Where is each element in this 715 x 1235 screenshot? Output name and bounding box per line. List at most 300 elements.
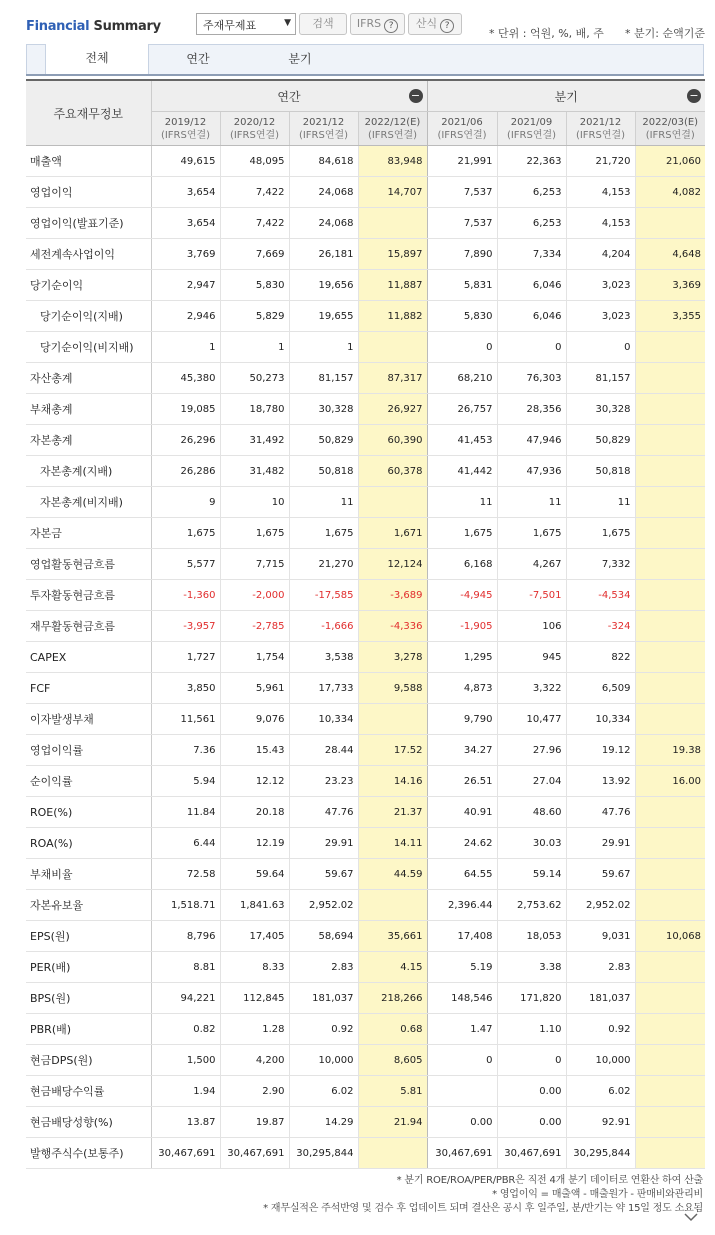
- basis-label: (IFRS연결): [160, 129, 211, 141]
- top-bar: [0, 0, 715, 44]
- value-cell: 47,946: [497, 425, 566, 456]
- value-cell: 29.91: [289, 828, 358, 859]
- value-cell: 8.33: [220, 952, 289, 983]
- period-label: 2020/12: [233, 116, 276, 128]
- value-cell: 5,577: [151, 549, 220, 580]
- row-label: 자산총계: [26, 363, 151, 394]
- row-label: 현금DPS(원): [26, 1045, 151, 1076]
- value-cell: 3.38: [497, 952, 566, 983]
- statement-select-value: 주재무제표: [203, 19, 257, 32]
- basis-label: (IFRS연결): [506, 129, 557, 141]
- value-cell: 2.83: [289, 952, 358, 983]
- value-cell: 19.12: [566, 735, 635, 766]
- period-label: 2022/12(E): [364, 116, 421, 128]
- value-cell: 14.11: [358, 828, 427, 859]
- row-label: 자본총계(비지배): [26, 487, 151, 518]
- value-cell: -2,785: [220, 611, 289, 642]
- value-cell: 1,841.63: [220, 890, 289, 921]
- row-label: EPS(원): [26, 921, 151, 952]
- period-tabs: [26, 44, 704, 74]
- table-row: [26, 859, 705, 890]
- table-row: [26, 1138, 705, 1169]
- value-cell: 26,296: [151, 425, 220, 456]
- row-label: 투자활동현금흐름: [26, 580, 151, 611]
- value-cell: 10: [220, 487, 289, 518]
- table-row: [26, 146, 705, 177]
- value-cell: [635, 797, 705, 828]
- value-cell: [635, 487, 705, 518]
- value-cell: 10,000: [289, 1045, 358, 1076]
- table-row: [26, 611, 705, 642]
- value-cell: 0.82: [151, 1014, 220, 1045]
- value-cell: 72.58: [151, 859, 220, 890]
- value-cell: 3,769: [151, 239, 220, 270]
- value-cell: 30.03: [497, 828, 566, 859]
- value-cell: 47.76: [566, 797, 635, 828]
- value-cell: 21.94: [358, 1107, 427, 1138]
- value-cell: 31,492: [220, 425, 289, 456]
- value-cell: 6,509: [566, 673, 635, 704]
- value-cell: 3,654: [151, 177, 220, 208]
- value-cell: 6.02: [289, 1076, 358, 1107]
- value-cell: 18,780: [220, 394, 289, 425]
- value-cell: 41,453: [427, 425, 497, 456]
- table-row: [26, 332, 705, 363]
- value-cell: 3,538: [289, 642, 358, 673]
- value-cell: 148,546: [427, 983, 497, 1014]
- table-row: [26, 1107, 705, 1138]
- value-cell: 112,845: [220, 983, 289, 1014]
- table-row: [26, 580, 705, 611]
- value-cell: [358, 704, 427, 735]
- period-label: 2021/12: [579, 116, 622, 128]
- value-cell: 41,442: [427, 456, 497, 487]
- value-cell: -7,501: [497, 580, 566, 611]
- value-cell: 27.04: [497, 766, 566, 797]
- table-row: [26, 518, 705, 549]
- value-cell: 21,060: [635, 146, 705, 177]
- quarter-group-label: 분기: [554, 89, 578, 104]
- value-cell: 47.76: [289, 797, 358, 828]
- value-cell: 3,278: [358, 642, 427, 673]
- value-cell: [635, 828, 705, 859]
- period-label: 2021/12: [302, 116, 345, 128]
- row-label: 매출액: [26, 146, 151, 177]
- basis-label: (IFRS연결): [298, 129, 349, 141]
- value-cell: 49,615: [151, 146, 220, 177]
- value-cell: 76,303: [497, 363, 566, 394]
- value-cell: 11: [289, 487, 358, 518]
- table-row: [26, 270, 705, 301]
- value-cell: 64.55: [427, 859, 497, 890]
- table-row: [26, 766, 705, 797]
- value-cell: [358, 487, 427, 518]
- value-cell: 9,588: [358, 673, 427, 704]
- value-cell: 22,363: [497, 146, 566, 177]
- table-row: [26, 487, 705, 518]
- value-cell: 45,380: [151, 363, 220, 394]
- value-cell: [635, 208, 705, 239]
- value-cell: 17,405: [220, 921, 289, 952]
- value-cell: 822: [566, 642, 635, 673]
- value-cell: 2,952.02: [566, 890, 635, 921]
- value-cell: 60,390: [358, 425, 427, 456]
- value-cell: 3,023: [566, 270, 635, 301]
- value-cell: 1,500: [151, 1045, 220, 1076]
- value-cell: 1: [220, 332, 289, 363]
- value-cell: -324: [566, 611, 635, 642]
- value-cell: 0.68: [358, 1014, 427, 1045]
- value-cell: 59.67: [566, 859, 635, 890]
- value-cell: 17,408: [427, 921, 497, 952]
- row-label: 자본금: [26, 518, 151, 549]
- value-cell: 2,753.62: [497, 890, 566, 921]
- table-row: [26, 177, 705, 208]
- collapse-icon[interactable]: −: [687, 89, 701, 103]
- value-cell: [427, 1076, 497, 1107]
- value-cell: -17,585: [289, 580, 358, 611]
- value-cell: [635, 1045, 705, 1076]
- value-cell: 0: [427, 332, 497, 363]
- table-row: [26, 704, 705, 735]
- value-cell: 7,332: [566, 549, 635, 580]
- value-cell: 2,396.44: [427, 890, 497, 921]
- value-cell: 181,037: [289, 983, 358, 1014]
- ifrs-button[interactable]: [350, 13, 405, 35]
- value-cell: 60,378: [358, 456, 427, 487]
- value-cell: 0.92: [566, 1014, 635, 1045]
- value-cell: 30,467,691: [220, 1138, 289, 1169]
- value-cell: 0.00: [427, 1107, 497, 1138]
- formula-button-label: 산식: [415, 17, 438, 30]
- value-cell: 40.91: [427, 797, 497, 828]
- value-cell: 28,356: [497, 394, 566, 425]
- value-cell: 58,694: [289, 921, 358, 952]
- value-cell: 7,890: [427, 239, 497, 270]
- value-cell: 47,936: [497, 456, 566, 487]
- value-cell: [635, 704, 705, 735]
- value-cell: 19.87: [220, 1107, 289, 1138]
- table-row: [26, 363, 705, 394]
- value-cell: 2,946: [151, 301, 220, 332]
- value-cell: 12.19: [220, 828, 289, 859]
- value-cell: 11,561: [151, 704, 220, 735]
- value-cell: 26.51: [427, 766, 497, 797]
- statement-select[interactable]: [196, 13, 296, 35]
- value-cell: 7.36: [151, 735, 220, 766]
- table-row: [26, 642, 705, 673]
- row-label: BPS(원): [26, 983, 151, 1014]
- value-cell: 0.92: [289, 1014, 358, 1045]
- value-cell: 81,157: [566, 363, 635, 394]
- value-cell: 6.02: [566, 1076, 635, 1107]
- ifrs-button-label: IFRS: [356, 17, 382, 30]
- help-icon: ?: [440, 19, 454, 33]
- value-cell: 26,757: [427, 394, 497, 425]
- value-cell: 4.15: [358, 952, 427, 983]
- value-cell: 59.64: [220, 859, 289, 890]
- value-cell: 30,295,844: [566, 1138, 635, 1169]
- value-cell: 181,037: [566, 983, 635, 1014]
- value-cell: 28.44: [289, 735, 358, 766]
- value-cell: 30,328: [566, 394, 635, 425]
- row-label: 순이익률: [26, 766, 151, 797]
- value-cell: 11.84: [151, 797, 220, 828]
- value-cell: 218,266: [358, 983, 427, 1014]
- annual-group-label: 연간: [277, 89, 301, 104]
- value-cell: [635, 890, 705, 921]
- value-cell: 1.28: [220, 1014, 289, 1045]
- value-cell: 44.59: [358, 859, 427, 890]
- period-label: 2021/09: [510, 116, 553, 128]
- value-cell: 50,829: [566, 425, 635, 456]
- value-cell: 9,790: [427, 704, 497, 735]
- value-cell: 27.96: [497, 735, 566, 766]
- value-cell: 1,675: [566, 518, 635, 549]
- value-cell: 34.27: [427, 735, 497, 766]
- value-cell: 30,328: [289, 394, 358, 425]
- value-cell: 11,887: [358, 270, 427, 301]
- value-cell: 30,467,691: [497, 1138, 566, 1169]
- value-cell: 21,720: [566, 146, 635, 177]
- value-cell: 7,334: [497, 239, 566, 270]
- value-cell: 4,082: [635, 177, 705, 208]
- value-cell: 9: [151, 487, 220, 518]
- search-button[interactable]: 검색: [299, 13, 347, 35]
- row-label: 세전계속사업이익: [26, 239, 151, 270]
- value-cell: [635, 611, 705, 642]
- value-cell: [635, 983, 705, 1014]
- value-cell: 5,829: [220, 301, 289, 332]
- value-cell: 1,675: [427, 518, 497, 549]
- value-cell: 11: [497, 487, 566, 518]
- value-cell: 1,675: [289, 518, 358, 549]
- value-cell: 7,537: [427, 177, 497, 208]
- footnote-1: * 분기 ROE/ROA/PER/PBR은 직전 4개 분기 데이터로 연환산 하여 산출: [396, 1175, 703, 1186]
- table-row: [26, 456, 705, 487]
- value-cell: 3,023: [566, 301, 635, 332]
- value-cell: 7,422: [220, 208, 289, 239]
- value-cell: 1.10: [497, 1014, 566, 1045]
- value-cell: 50,818: [289, 456, 358, 487]
- value-cell: 17.52: [358, 735, 427, 766]
- basis-label: (IFRS연결): [575, 129, 626, 141]
- row-label: 자본유보율: [26, 890, 151, 921]
- value-cell: 3,355: [635, 301, 705, 332]
- value-cell: 0: [497, 1045, 566, 1076]
- value-cell: [358, 890, 427, 921]
- row-label: 부채비율: [26, 859, 151, 890]
- value-cell: 48,095: [220, 146, 289, 177]
- annual-group-header: [151, 80, 427, 112]
- formula-button[interactable]: [408, 13, 462, 35]
- value-cell: 6,253: [497, 208, 566, 239]
- value-cell: 3,850: [151, 673, 220, 704]
- value-cell: 7,537: [427, 208, 497, 239]
- table-row: [26, 301, 705, 332]
- value-cell: 10,068: [635, 921, 705, 952]
- value-cell: 26,181: [289, 239, 358, 270]
- period-label: 2021/06: [441, 116, 483, 128]
- value-cell: 12,124: [358, 549, 427, 580]
- value-cell: 2.83: [566, 952, 635, 983]
- value-cell: [635, 425, 705, 456]
- value-cell: 5.19: [427, 952, 497, 983]
- row-label: 발행주식수(보통주): [26, 1138, 151, 1169]
- value-cell: 10,334: [566, 704, 635, 735]
- value-cell: 7,422: [220, 177, 289, 208]
- value-cell: 7,715: [220, 549, 289, 580]
- value-cell: 1,671: [358, 518, 427, 549]
- value-cell: [635, 1014, 705, 1045]
- value-cell: [635, 456, 705, 487]
- value-cell: -1,360: [151, 580, 220, 611]
- tab-all[interactable]: 전체: [45, 44, 149, 75]
- brand-title-part1: Financial: [26, 19, 90, 34]
- value-cell: 8,605: [358, 1045, 427, 1076]
- table-row: [26, 828, 705, 859]
- period-header: [427, 112, 497, 146]
- quarter-basis-note: * 분기: 순액기준: [625, 27, 705, 40]
- value-cell: 5.81: [358, 1076, 427, 1107]
- value-cell: 19,655: [289, 301, 358, 332]
- value-cell: 17,733: [289, 673, 358, 704]
- value-cell: 1,727: [151, 642, 220, 673]
- value-cell: 8.81: [151, 952, 220, 983]
- value-cell: 12.12: [220, 766, 289, 797]
- table-row: [26, 1045, 705, 1076]
- value-cell: 94,221: [151, 983, 220, 1014]
- value-cell: 6,046: [497, 301, 566, 332]
- row-label: ROA(%): [26, 828, 151, 859]
- value-cell: -1,905: [427, 611, 497, 642]
- value-cell: 945: [497, 642, 566, 673]
- row-label: 당기순이익(비지배): [26, 332, 151, 363]
- table-row: [26, 673, 705, 704]
- value-cell: 2,952.02: [289, 890, 358, 921]
- row-label: PBR(배): [26, 1014, 151, 1045]
- tab-divider: [26, 74, 704, 76]
- value-cell: 11: [427, 487, 497, 518]
- period-header: [289, 112, 358, 146]
- value-cell: 5,831: [427, 270, 497, 301]
- value-cell: -4,336: [358, 611, 427, 642]
- value-cell: 92.91: [566, 1107, 635, 1138]
- value-cell: 84,618: [289, 146, 358, 177]
- value-cell: [635, 549, 705, 580]
- value-cell: 15.43: [220, 735, 289, 766]
- row-label: 재무활동현금흐름: [26, 611, 151, 642]
- value-cell: 30,467,691: [151, 1138, 220, 1169]
- table-row: [26, 983, 705, 1014]
- period-header: [358, 112, 427, 146]
- value-cell: 3,654: [151, 208, 220, 239]
- value-cell: 1.94: [151, 1076, 220, 1107]
- table-body: [26, 146, 705, 1169]
- value-cell: 35,661: [358, 921, 427, 952]
- period-header: [635, 112, 705, 146]
- help-icon: ?: [384, 19, 398, 33]
- value-cell: 5,830: [427, 301, 497, 332]
- unit-note: * 단위 : 억원, %, 배, 주: [489, 27, 604, 40]
- value-cell: 6,253: [497, 177, 566, 208]
- value-cell: 68,210: [427, 363, 497, 394]
- value-cell: 4,648: [635, 239, 705, 270]
- basis-label: (IFRS연결): [437, 129, 487, 141]
- value-cell: [358, 208, 427, 239]
- value-cell: 0: [566, 332, 635, 363]
- value-cell: 20.18: [220, 797, 289, 828]
- value-cell: 11: [566, 487, 635, 518]
- chevron-down-icon: ▼: [284, 18, 291, 28]
- value-cell: 50,818: [566, 456, 635, 487]
- value-cell: 14.29: [289, 1107, 358, 1138]
- value-cell: 14,707: [358, 177, 427, 208]
- row-label: PER(배): [26, 952, 151, 983]
- row-label: FCF: [26, 673, 151, 704]
- chevron-down-icon[interactable]: [684, 1210, 698, 1224]
- value-cell: 4,267: [497, 549, 566, 580]
- table-row: [26, 394, 705, 425]
- brand-title: [26, 19, 161, 34]
- value-cell: [635, 394, 705, 425]
- value-cell: 1,295: [427, 642, 497, 673]
- value-cell: 1,754: [220, 642, 289, 673]
- value-cell: 50,273: [220, 363, 289, 394]
- value-cell: 11,882: [358, 301, 427, 332]
- value-cell: 5.94: [151, 766, 220, 797]
- tab-annual[interactable]: 연간: [186, 52, 210, 66]
- row-label: 영업이익(발표기준): [26, 208, 151, 239]
- row-label: ROE(%): [26, 797, 151, 828]
- value-cell: 2,947: [151, 270, 220, 301]
- row-label: 당기순이익: [26, 270, 151, 301]
- value-cell: 10,334: [289, 704, 358, 735]
- value-cell: 26,286: [151, 456, 220, 487]
- period-header: [220, 112, 289, 146]
- table-row: [26, 1014, 705, 1045]
- value-cell: 1: [151, 332, 220, 363]
- value-cell: 9,031: [566, 921, 635, 952]
- value-cell: [635, 332, 705, 363]
- value-cell: 1.47: [427, 1014, 497, 1045]
- value-cell: [635, 859, 705, 890]
- value-cell: 3,322: [497, 673, 566, 704]
- value-cell: [635, 673, 705, 704]
- corner-header: 주요재무정보: [26, 80, 151, 146]
- value-cell: [635, 1138, 705, 1169]
- value-cell: [635, 518, 705, 549]
- value-cell: [635, 952, 705, 983]
- value-cell: 7,669: [220, 239, 289, 270]
- tab-quarter[interactable]: 분기: [288, 52, 312, 66]
- value-cell: 19,085: [151, 394, 220, 425]
- value-cell: -4,945: [427, 580, 497, 611]
- period-header: [497, 112, 566, 146]
- quarter-group-header: [427, 80, 705, 112]
- value-cell: -1,666: [289, 611, 358, 642]
- value-cell: -2,000: [220, 580, 289, 611]
- row-label: 당기순이익(지배): [26, 301, 151, 332]
- collapse-icon[interactable]: −: [409, 89, 423, 103]
- value-cell: 4,204: [566, 239, 635, 270]
- value-cell: 10,477: [497, 704, 566, 735]
- period-header: [566, 112, 635, 146]
- table-row: [26, 797, 705, 828]
- basis-label: (IFRS연결): [367, 129, 418, 141]
- table-row: [26, 549, 705, 580]
- table-row: [26, 921, 705, 952]
